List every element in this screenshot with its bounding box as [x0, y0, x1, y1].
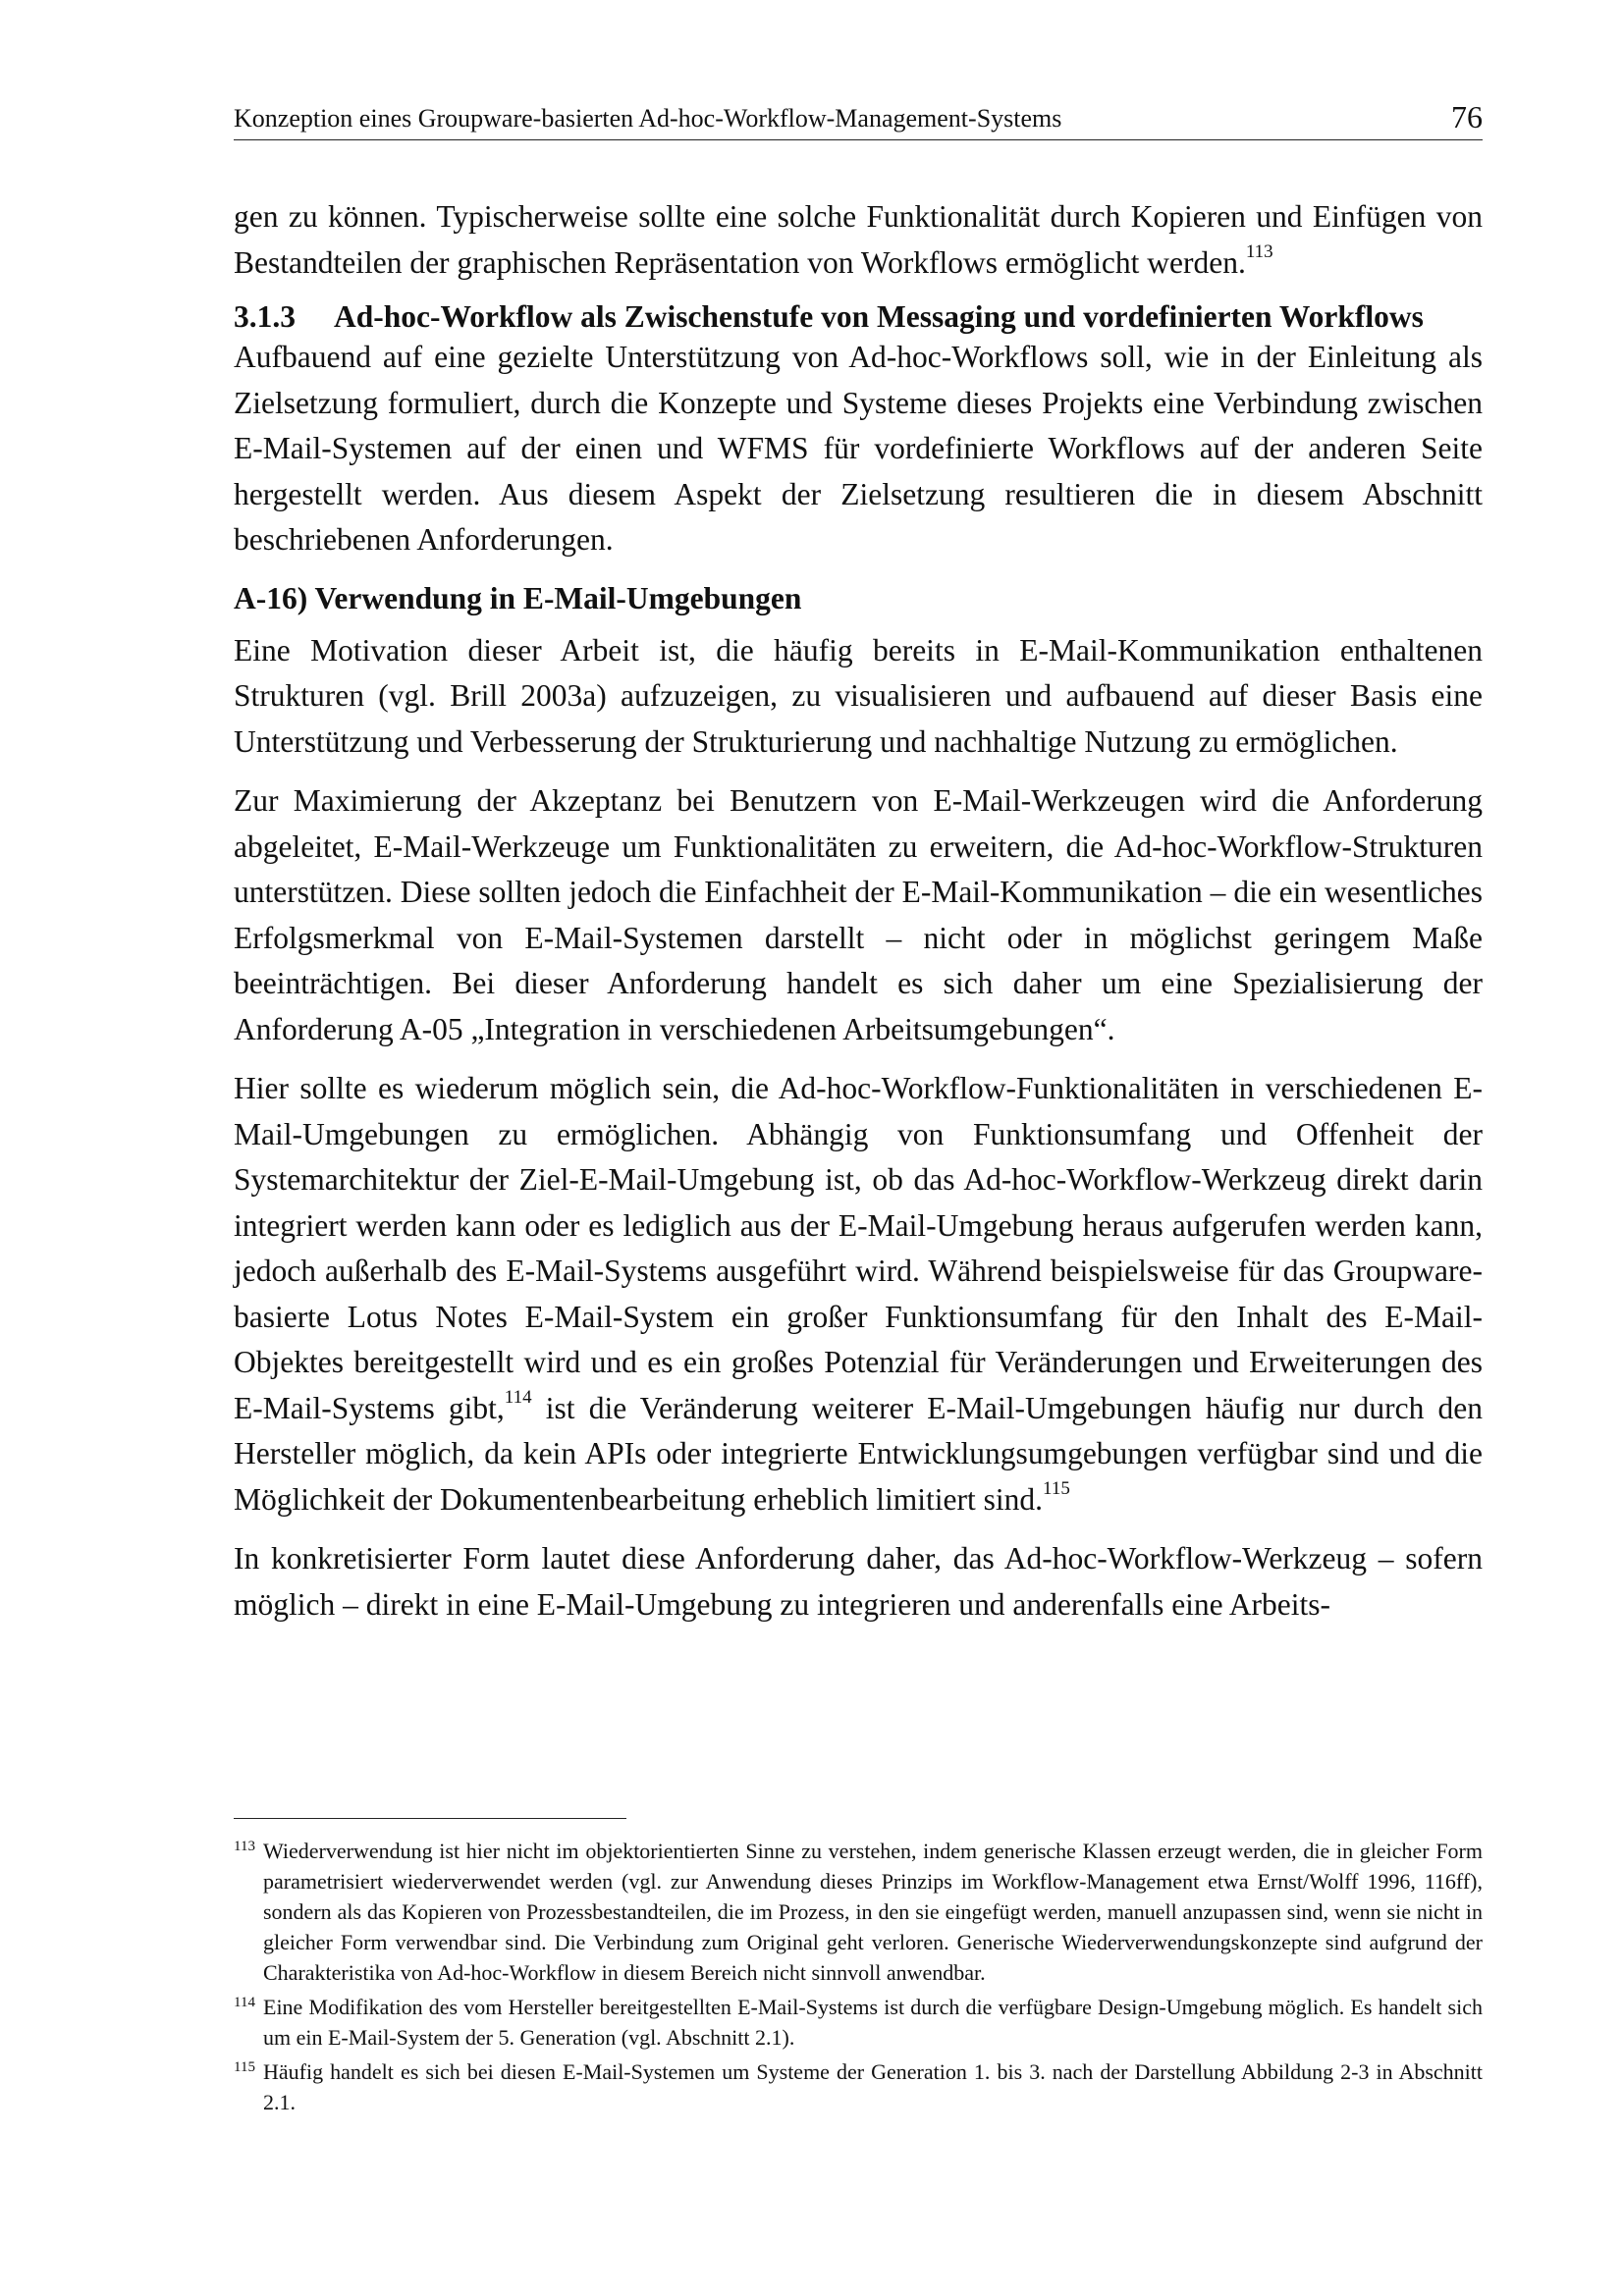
section-heading: [234, 299, 1483, 335]
footnote-ref-114[interactable]: 114: [504, 1387, 532, 1408]
footnote-number: 113: [234, 1839, 255, 1854]
footnote-number: 114: [234, 1995, 255, 2010]
footnote-text: Eine Modifikation des vom Hersteller bereitgestellten E-Mail-Systems ist durch die verfügbare Design-Umgebung möglich. Es handelt sich um ein E-Mail-System der 5. Generation (vgl. Abschnitt 2.1).: [263, 1995, 1483, 2050]
footnote-separator: [234, 1818, 626, 1819]
footnotes: [234, 1836, 1483, 2121]
footnote-113: [234, 1836, 1483, 1988]
footnote-ref-113[interactable]: 113: [1245, 241, 1273, 262]
section-title: Ad-hoc-Workflow als Zwischenstufe von Messaging und vordefinierten Workflows: [334, 299, 1424, 334]
paragraph-environments: Hier sollte es wiederum möglich sein, die Ad-hoc-Workflow-Funktionalitäten in verschiedenen E-Mail-Umgebungen zu ermöglichen. Abhängig von Funktionsumfang und Offenheit der Systemarchitektur der Ziel-E-Mail-Umgebung ist, ob das Ad-hoc-Workflow-Werkzeug direkt darin integriert werden kann oder es lediglich aus der E-Mail-Umgebung heraus aufgerufen werden kann, jedoch außerhalb des E-Mail-Systems ausgeführt wird. Während beispielsweise für das Groupware-basierte Lotus Notes E-Mail-System ein großer Funktionsumfang für den Inhalt des E-Mail-Objektes bereitgestellt wird und es ein großes Potenzial für Veränderungen und Erweiterungen des E-Mail-Systems gibt,$^{114}$ ist die Veränderung weiterer E-Mail-Umgebungen häufig nur durch den Hersteller möglich, da kein APIs oder integrierte Entwicklungsumgebungen verfügbar sind und die Möglichkeit der Dokumentenbearbeitung erheblich limitiert sind.$^{115}$: [234, 1071, 1483, 1517]
footnote-text: Wiederverwendung ist hier nicht im objektorientierten Sinne zu verstehen, indem generische Klassen erzeugt werden, die in gleicher Form parametrisiert wiederverwendet werden (vgl. zur Anwendung dieses Prinzips im Workflow-Management etwa Ernst/Wolff 1996, 116ff), sondern als das Kopieren von Prozessbestandteilen, die im Prozess, in den sie eingefügt werden, manuell anzupassen sind, wenn sie nicht in gleicher Form verwendbar sind. Die Verbindung zum Original geht verloren. Generische Wiederverwendungskonzepte sind aufgrund der Charakteristika von Ad-hoc-Workflow in diesem Bereich nicht sinnvoll anwendbar.: [263, 1839, 1483, 1985]
footnote-number: 115: [234, 2059, 255, 2075]
footnote-text: Häufig handelt es sich bei diesen E-Mail-Systemen um Systeme der Generation 1. bis 3. nach der Darstellung Abbildung 2-3 in Abschnitt 2.1.: [263, 2059, 1483, 2114]
footnote-115: [234, 2056, 1483, 2117]
section-number: 3.1.3: [234, 299, 296, 334]
paragraph-acceptance: Zur Maximierung der Akzeptanz bei Benutzern von E-Mail-Werkzeugen wird die Anforderung abgeleitet, E-Mail-Werkzeuge um Funktionalitäten zu erweitern, die Ad-hoc-Workflow-Strukturen unterstützen. Diese sollten jedoch die Einfachheit der E-Mail-Kommunikation – die ein wesentliches Erfolgsmerkmal von E-Mail-Systemen darstellt – nicht oder in möglichst geringem Maße beeinträchtigen. Bei dieser Anforderung handelt es sich daher um eine Spezialisierung der Anforderung A-05 „Integration in verschiedenen Arbeitsumgebungen“.: [234, 783, 1483, 1046]
footnote-114: [234, 1992, 1483, 2053]
paragraph-motivation: Eine Motivation dieser Arbeit ist, die häufig bereits in E-Mail-Kommunikation enthaltenen Strukturen (vgl. Brill 2003a) aufzuzeigen, zu visualisieren und aufbauend auf dieser Basis eine Unterstützung und Verbesserung der Strukturierung und nachhaltige Nutzung zu ermöglichen.: [234, 632, 1483, 759]
requirement-heading: A-16) Verwendung in E-Mail-Umgebungen: [234, 580, 802, 615]
body-text: [234, 194, 1483, 1628]
footnote-ref-115[interactable]: 115: [1043, 1478, 1070, 1499]
running-header: [234, 96, 1483, 140]
paragraph-concretized: In konkretisierter Form lautet diese Anforderung daher, das Ad-hoc-Workflow-Werkzeug – sofern möglich – direkt in eine E-Mail-Umgebung zu integrieren und anderenfalls eine Arbeits-: [234, 1541, 1483, 1622]
header-title: Konzeption eines Groupware-basierten Ad-hoc-Workflow-Management-Systems: [234, 104, 1062, 133]
paragraph-continued: gen zu können. Typischerweise sollte eine solche Funktionalität durch Kopieren und Einfügen von Bestandteilen der graphischen Repräsentation von Workflows ermöglicht werden.$^{113}$: [234, 199, 1483, 280]
paragraph-intro: Aufbauend auf eine gezielte Unterstützung von Ad-hoc-Workflows soll, wie in der Einleitung als Zielsetzung formuliert, durch die Konzepte und Systeme dieses Projekts eine Verbindung zwischen E-Mail-Systemen auf der einen und WFMS für vordefinierte Workflows auf der anderen Seite hergestellt werden. Aus diesem Aspekt der Zielsetzung resultieren die in diesem Abschnitt beschriebenen Anforderungen.: [234, 340, 1483, 557]
page-number: 76: [1451, 99, 1483, 134]
